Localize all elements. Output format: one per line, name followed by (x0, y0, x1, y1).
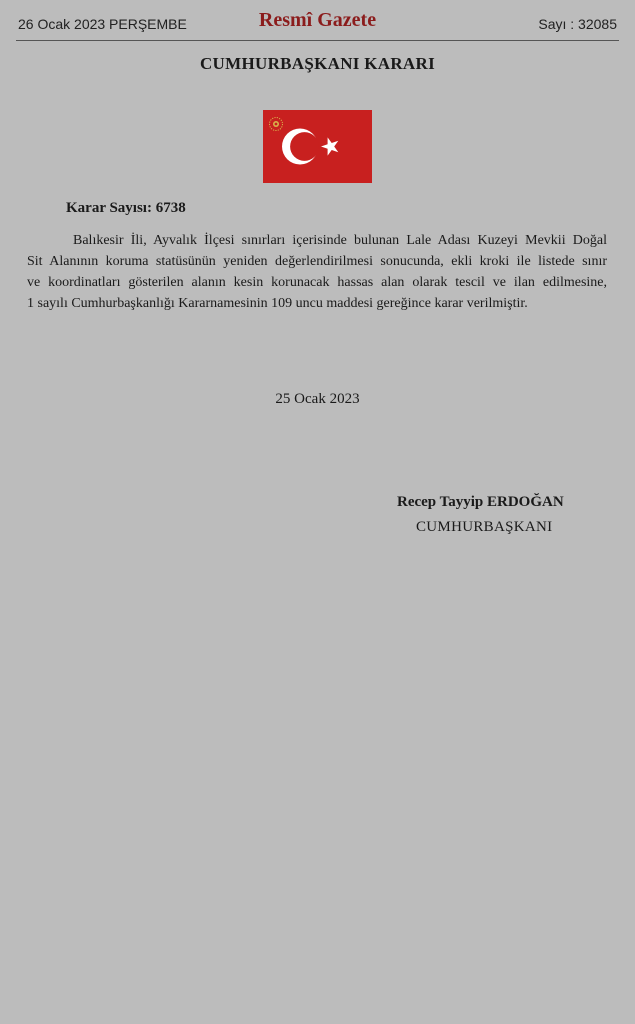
decision-date: 25 Ocak 2023 (275, 391, 360, 407)
gazette-header (16, 8, 619, 41)
document-title: CUMHURBAŞKANI KARARI (199, 54, 436, 73)
publication-date: 26 Ocak 2023 PERŞEMBE (18, 16, 187, 32)
body-line: 1 sayılı Cumhurbaşkanlığı Kararnamesinin 109 uncu maddesi gereğince karar verilmiştir. (27, 296, 528, 311)
signer-name: Recep Tayyip ERDOĞAN (397, 494, 564, 510)
decree-number: Karar Sayısı: 6738 (66, 200, 186, 216)
gazette-title: Resmî Gazete (258, 9, 377, 31)
decree-body (27, 230, 607, 314)
signer-title: CUMHURBAŞKANI (416, 519, 553, 535)
turkish-flag-icon (263, 110, 372, 183)
body-line: ve koordinatları gösterilen alanın kesin korunacak hassas alan olarak tescil ve ilan edilmesine, (27, 275, 607, 290)
issue-number: Sayı : 32085 (538, 16, 617, 32)
body-line: Balıkesir İli, Ayvalık İlçesi sınırları içerisinde bulunan Lale Adası Kuzeyi Mevkii Doğal (73, 233, 607, 248)
body-line: Sit Alanının koruma statüsünün yeniden değerlendirilmesi sonucunda, ekli kroki ile listede sınır (27, 254, 607, 269)
